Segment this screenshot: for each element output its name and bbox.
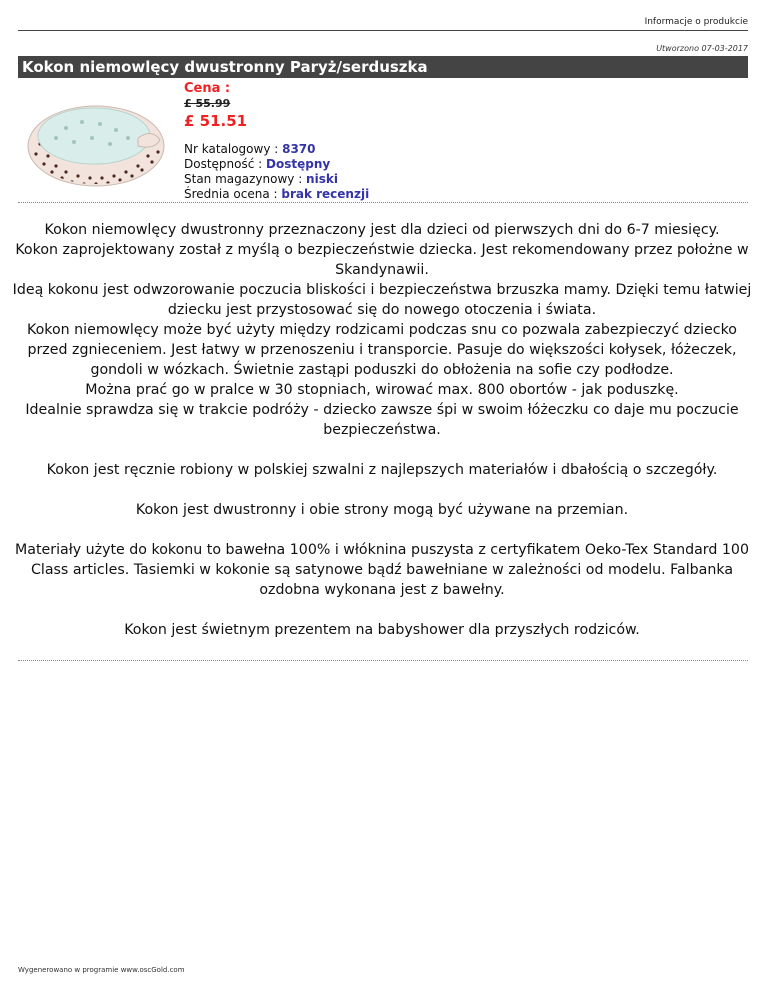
rating-value[interactable]: brak recenzji xyxy=(281,187,370,201)
stock-value: niski xyxy=(306,172,338,186)
availability-label: Dostępność : xyxy=(184,157,267,171)
old-price: £ 55.99 xyxy=(184,97,231,110)
header-rule xyxy=(18,30,748,31)
catalog-number-label: Nr katalogowy : xyxy=(184,142,283,156)
availability-value: Dostępny xyxy=(266,157,331,171)
created-date: Utworzono 07-03-2017 xyxy=(656,44,748,53)
divider-bottom xyxy=(18,660,748,661)
divider-top xyxy=(18,202,748,203)
description-line: Ideą kokonu jest odwzorowanie poczucia bliskości i bezpieczeństwa brzuszka mamy. Dzięki temu łatwiej dziecku jest przystosować się do nowego otoczenia i świata. xyxy=(12,282,752,318)
description-line: Idealnie sprawdza się w trakcie podróży - dziecko zawsze śpi w swoim łóżeczku co daje mu poczucie bezpieczeństwa. xyxy=(25,402,739,438)
stock-label: Stan magazynowy : xyxy=(184,172,307,186)
description-paragraph: Kokon jest dwustronny i obie strony mogą być używane na przemian. xyxy=(135,502,629,518)
description-line: Kokon zaprojektowany został z myślą o bezpieczeństwie dziecka. Jest rekomendowany przez położne w Skandynawii. xyxy=(15,242,749,278)
description-line: Kokon niemowlęcy może być użyty między rodzicami podczas snu co pozwala zabezpieczyć dziecko przed zgnieceniem. Jest łatwy w przenoszeniu i transporcie. Pasuje do większości kołysek, łóżeczek, gondoli w wózkach. Świetnie zastąpi poduszki do obłożenia na sofie czy podłodze. xyxy=(27,322,737,378)
description-line: Można prać go w pralce w 30 stopniach, wirować max. 800 obortów - jak poduszkę. xyxy=(85,382,679,398)
catalog-number-row xyxy=(184,142,369,157)
description-paragraph: Kokon jest świetnym prezentem na babyshower dla przyszłych rodziców. xyxy=(124,622,640,638)
description-paragraph: Materiały użyte do kokonu to bawełna 100% i włóknina puszysta z certyfikatem Oeko-Tex Standard 100 Class articles. Tasiemki w kokonie są satynowe bądź bawełniane w zależności od modelu. Falbanka ozdobna wykonana jest z bawełny. xyxy=(15,542,749,598)
rating-label: Średnia ocena : xyxy=(184,187,282,201)
product-image xyxy=(26,94,172,188)
stock-row xyxy=(184,172,369,187)
rating-row xyxy=(184,187,369,202)
header-label: Informacje o produkcie xyxy=(644,17,748,27)
description-line: Kokon niemowlęcy dwustronny przeznaczony jest dla dzieci od pierwszych dni do 6-7 miesięcy. xyxy=(44,222,720,238)
new-price: £ 51.51 xyxy=(184,112,248,130)
footer-text: Wygenerowano w programie www.oscGold.com xyxy=(18,966,185,974)
product-title: Kokon niemowlęcy dwustronny Paryż/serduszka xyxy=(18,56,748,78)
product-description xyxy=(12,220,752,660)
catalog-number-value: 8370 xyxy=(282,142,316,156)
product-info xyxy=(184,81,369,202)
price-label: Cena : xyxy=(184,81,231,96)
description-block xyxy=(12,220,752,440)
availability-row xyxy=(184,157,369,172)
description-paragraph: Kokon jest ręcznie robiony w polskiej szwalni z najlepszych materiałów i dbałością o szczegóły. xyxy=(46,462,718,478)
